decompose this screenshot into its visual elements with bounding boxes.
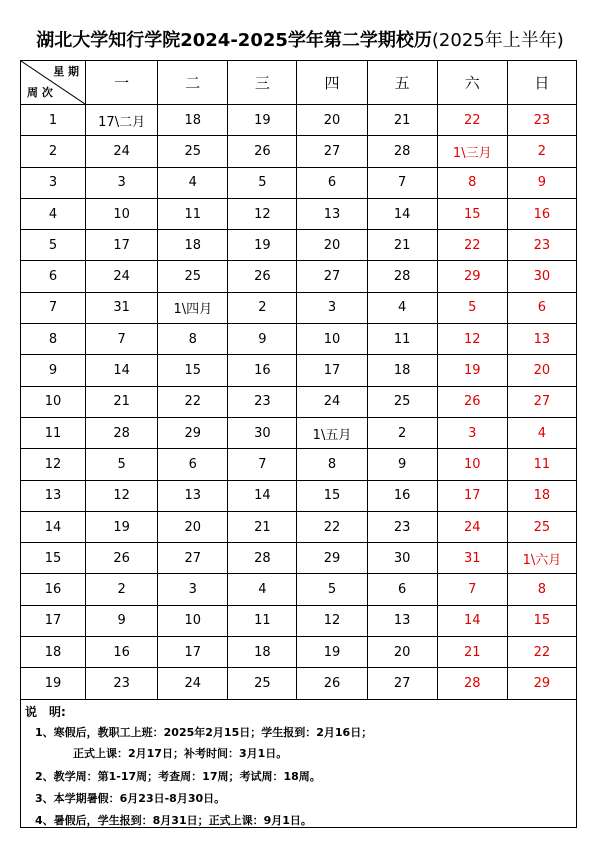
day-cell: 15 [507, 605, 576, 636]
day-cell: 25 [228, 668, 297, 699]
day-cell: 5 [228, 167, 297, 198]
day-cell: 23 [228, 386, 297, 417]
week-row [21, 136, 577, 167]
week-row [21, 480, 577, 511]
weekday-header: 日 [507, 61, 576, 105]
day-cell: 13 [158, 480, 228, 511]
day-cell: 13 [507, 324, 576, 355]
day-cell: 25 [158, 261, 228, 292]
day-cell: 22 [158, 386, 228, 417]
week-number: 3 [21, 167, 86, 198]
day-cell: 28 [228, 543, 297, 574]
day-cell: 27 [297, 261, 367, 292]
day-cell: 31 [86, 292, 158, 323]
week-number: 19 [21, 668, 86, 699]
day-cell: 26 [228, 136, 297, 167]
day-cell: 21 [437, 637, 507, 668]
note-line: 2、教学周：第1-17周；考查周：17周；考试周：18周。 [35, 770, 321, 783]
week-number: 14 [21, 511, 86, 542]
week-number: 9 [21, 355, 86, 386]
week-row [21, 605, 577, 636]
week-row [21, 167, 577, 198]
day-cell: 12 [297, 605, 367, 636]
day-cell: 18 [507, 480, 576, 511]
week-number: 8 [21, 324, 86, 355]
day-cell: 8 [437, 167, 507, 198]
day-cell: 4 [367, 292, 437, 323]
day-cell: 31 [437, 543, 507, 574]
corner-weekday-label: 星 期 [53, 65, 80, 78]
day-cell: 22 [297, 511, 367, 542]
day-cell: 6 [507, 292, 576, 323]
week-number: 1 [21, 105, 86, 136]
weekday-header: 四 [297, 61, 367, 105]
day-cell: 19 [297, 637, 367, 668]
week-row [21, 230, 577, 261]
day-cell: 7 [86, 324, 158, 355]
day-cell: 23 [86, 668, 158, 699]
day-cell: 18 [158, 230, 228, 261]
day-cell: 7 [437, 574, 507, 605]
week-row [21, 417, 577, 448]
day-cell: 10 [158, 605, 228, 636]
note-line: 3、本学期暑假：6月23日-8月30日。 [35, 792, 226, 805]
day-cell: 19 [437, 355, 507, 386]
day-cell: 5 [437, 292, 507, 323]
day-cell: 1\六月 [507, 543, 576, 574]
day-cell: 7 [228, 449, 297, 480]
day-cell: 5 [297, 574, 367, 605]
day-cell: 13 [297, 198, 367, 229]
day-cell: 27 [367, 668, 437, 699]
day-cell: 6 [158, 449, 228, 480]
day-cell: 3 [86, 167, 158, 198]
day-cell: 25 [367, 386, 437, 417]
note-line: 1、寒假后，教职工上班：2025年2月15日；学生报到：2月16日； [35, 726, 373, 739]
day-cell: 27 [158, 543, 228, 574]
day-cell: 7 [367, 167, 437, 198]
weekday-header: 二 [158, 61, 228, 105]
day-cell: 28 [437, 668, 507, 699]
day-cell: 10 [86, 198, 158, 229]
calendar-table [20, 60, 577, 700]
day-cell: 1\三月 [437, 136, 507, 167]
day-cell: 10 [437, 449, 507, 480]
day-cell: 23 [367, 511, 437, 542]
day-cell: 21 [367, 230, 437, 261]
day-cell: 2 [507, 136, 576, 167]
day-cell: 18 [228, 637, 297, 668]
week-number: 17 [21, 605, 86, 636]
note-line: 4、暑假后，学生报到：8月31日；正式上课：9月1日。 [35, 814, 312, 827]
day-cell: 20 [297, 105, 367, 136]
day-cell: 13 [367, 605, 437, 636]
day-cell: 12 [437, 324, 507, 355]
day-cell: 17 [437, 480, 507, 511]
day-cell: 11 [228, 605, 297, 636]
day-cell: 10 [297, 324, 367, 355]
day-cell: 24 [158, 668, 228, 699]
day-cell: 29 [297, 543, 367, 574]
day-cell: 28 [367, 261, 437, 292]
week-number: 10 [21, 386, 86, 417]
day-cell: 16 [228, 355, 297, 386]
week-number: 7 [21, 292, 86, 323]
week-row [21, 386, 577, 417]
day-cell: 2 [86, 574, 158, 605]
day-cell: 24 [86, 136, 158, 167]
day-cell: 26 [86, 543, 158, 574]
day-cell: 8 [297, 449, 367, 480]
day-cell: 15 [158, 355, 228, 386]
day-cell: 29 [158, 417, 228, 448]
day-cell: 3 [158, 574, 228, 605]
week-number: 6 [21, 261, 86, 292]
day-cell: 20 [367, 637, 437, 668]
week-row [21, 574, 577, 605]
week-number: 12 [21, 449, 86, 480]
day-cell: 30 [507, 261, 576, 292]
day-cell: 20 [507, 355, 576, 386]
day-cell: 4 [507, 417, 576, 448]
week-number: 13 [21, 480, 86, 511]
day-cell: 18 [367, 355, 437, 386]
corner-cell [21, 61, 86, 105]
day-cell: 3 [437, 417, 507, 448]
day-cell: 9 [367, 449, 437, 480]
day-cell: 22 [437, 230, 507, 261]
day-cell: 28 [86, 417, 158, 448]
day-cell: 11 [158, 198, 228, 229]
day-cell: 24 [437, 511, 507, 542]
notes-section [20, 699, 577, 828]
week-row [21, 511, 577, 542]
day-cell: 27 [507, 386, 576, 417]
day-cell: 16 [86, 637, 158, 668]
weekday-header: 一 [86, 61, 158, 105]
day-cell: 3 [297, 292, 367, 323]
day-cell: 12 [86, 480, 158, 511]
day-cell: 8 [507, 574, 576, 605]
day-cell: 9 [228, 324, 297, 355]
day-cell: 8 [158, 324, 228, 355]
day-cell: 6 [367, 574, 437, 605]
day-cell: 20 [158, 511, 228, 542]
day-cell: 28 [367, 136, 437, 167]
week-row [21, 198, 577, 229]
day-cell: 22 [507, 637, 576, 668]
day-cell: 17 [86, 230, 158, 261]
week-row [21, 292, 577, 323]
week-number: 5 [21, 230, 86, 261]
day-cell: 11 [507, 449, 576, 480]
day-cell: 30 [367, 543, 437, 574]
day-cell: 2 [367, 417, 437, 448]
day-cell: 15 [437, 198, 507, 229]
day-cell: 25 [158, 136, 228, 167]
corner-week-label: 周 次 [27, 86, 53, 99]
day-cell: 14 [228, 480, 297, 511]
day-cell: 2 [228, 292, 297, 323]
day-cell: 14 [367, 198, 437, 229]
day-cell: 1\四月 [158, 292, 228, 323]
notes-label: 说 明: [25, 705, 66, 719]
day-cell: 1\五月 [297, 417, 367, 448]
week-row [21, 449, 577, 480]
day-cell: 21 [367, 105, 437, 136]
title-main: 湖北大学知行学院2024-2025学年第二学期校历 [36, 30, 432, 51]
day-cell: 27 [297, 136, 367, 167]
note-line: 正式上课：2月17日；补考时间：3月1日。 [73, 747, 288, 760]
weekday-header: 三 [228, 61, 297, 105]
week-row [21, 543, 577, 574]
day-cell: 26 [228, 261, 297, 292]
day-cell: 6 [297, 167, 367, 198]
day-cell: 19 [228, 105, 297, 136]
day-cell: 24 [86, 261, 158, 292]
day-cell: 14 [437, 605, 507, 636]
day-cell: 12 [228, 198, 297, 229]
page-title [0, 26, 600, 52]
day-cell: 19 [228, 230, 297, 261]
day-cell: 29 [507, 668, 576, 699]
week-row [21, 105, 577, 136]
day-cell: 9 [86, 605, 158, 636]
day-cell: 26 [437, 386, 507, 417]
day-cell: 22 [437, 105, 507, 136]
day-cell: 17 [158, 637, 228, 668]
day-cell: 25 [507, 511, 576, 542]
day-cell: 21 [86, 386, 158, 417]
week-number: 2 [21, 136, 86, 167]
day-cell: 5 [86, 449, 158, 480]
week-number: 4 [21, 198, 86, 229]
day-cell: 4 [158, 167, 228, 198]
week-row [21, 355, 577, 386]
weekday-header: 六 [437, 61, 507, 105]
day-cell: 17\二月 [86, 105, 158, 136]
day-cell: 15 [297, 480, 367, 511]
week-number: 18 [21, 637, 86, 668]
day-cell: 9 [507, 167, 576, 198]
weekday-header: 五 [367, 61, 437, 105]
day-cell: 14 [86, 355, 158, 386]
day-cell: 16 [367, 480, 437, 511]
day-cell: 23 [507, 105, 576, 136]
day-cell: 4 [228, 574, 297, 605]
week-row [21, 637, 577, 668]
week-number: 16 [21, 574, 86, 605]
week-number: 11 [21, 417, 86, 448]
week-row [21, 324, 577, 355]
day-cell: 19 [86, 511, 158, 542]
week-row [21, 668, 577, 699]
day-cell: 20 [297, 230, 367, 261]
day-cell: 24 [297, 386, 367, 417]
day-cell: 11 [367, 324, 437, 355]
day-cell: 17 [297, 355, 367, 386]
day-cell: 29 [437, 261, 507, 292]
week-row [21, 261, 577, 292]
day-cell: 26 [297, 668, 367, 699]
day-cell: 30 [228, 417, 297, 448]
week-number: 15 [21, 543, 86, 574]
day-cell: 18 [158, 105, 228, 136]
header-row [21, 61, 577, 105]
title-sub: (2025年上半年) [431, 30, 564, 51]
day-cell: 23 [507, 230, 576, 261]
day-cell: 21 [228, 511, 297, 542]
day-cell: 16 [507, 198, 576, 229]
